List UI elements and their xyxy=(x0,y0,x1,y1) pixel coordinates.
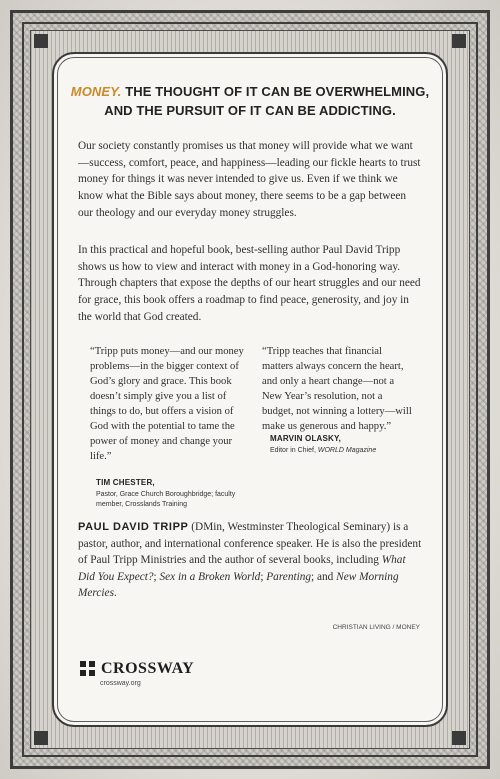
endorser-name-2: MARVIN OLASKY, xyxy=(270,434,342,443)
author-sep-3: ; and xyxy=(311,570,337,583)
headline-line-1-text: THE THOUGHT OF IT CAN BE OVERWHELMING, xyxy=(125,84,430,99)
corner-ornament-tr xyxy=(452,34,466,48)
author-bio-text: (DMin, Westminster Theological Seminary) is a pastor, author, and international conference speaker. He is also the president of Paul Tripp Ministries and the author of several books, including xyxy=(78,521,422,566)
endorsement-quote-2: “Tripp teaches that financial matters always concern the heart, and only a heart change—not a New Year’s resolution, not a budget, not winning a lottery—will make us generous and happy.” xyxy=(262,346,412,432)
endorsement-quote-1: “Tripp puts money—and our money problems—in the bigger context of God’s glory and grace. This book doesn’t simply give you a list of things to do, but offers a vision of God with the potential to tame the power of money and change your life.” xyxy=(90,346,244,462)
endorser-role-2 xyxy=(270,446,420,456)
author-sep-1: ; xyxy=(153,570,160,583)
author-book-4: New Morning Mercies xyxy=(78,570,399,599)
author-bio-end: . xyxy=(113,587,117,599)
crossway-mark-icon xyxy=(80,661,96,677)
endorser-role-1: Pastor, Grace Church Boroughbridge; faculty member, Crosslands Training xyxy=(96,491,236,508)
headline xyxy=(62,82,438,120)
headline-line-2: AND THE PURSUIT OF IT CAN BE ADDICTING. xyxy=(104,103,396,118)
publisher-logo xyxy=(80,660,194,678)
publisher-name: CROSSWAY xyxy=(101,660,195,677)
corner-ornament-bl xyxy=(34,731,48,745)
author-book-1: What Did You Expect? xyxy=(78,554,406,583)
author-name: PAUL DAVID TRIPP xyxy=(78,521,189,533)
headline-line-1 xyxy=(62,82,438,101)
author-book-2: Sex in a Broken World xyxy=(159,570,261,583)
description-paragraph-2: In this practical and hopeful book, best-selling author Paul David Tripp shows us how to view and interact with money in a God-honoring way. Through chapters that expose the depths of our heart struggles and our need for grace, this book offers a roadmap to find peace, generosity, and joy in the world that God created. xyxy=(78,244,421,323)
corner-ornament-br xyxy=(452,731,466,745)
description-paragraph-1: Our society constantly promises us that money will provide what we want—success, comfort, peace, and happiness—leading our fickle hearts to trust money for things it was never intended to give us. Even if we think we know what the Bible says about money, there seems to be a gap between our theology and our everyday money struggles. xyxy=(78,140,421,219)
author-sep-2: ; xyxy=(260,570,267,583)
author-bio xyxy=(78,519,424,602)
endorser-role-2-publication: WORLD Magazine xyxy=(317,447,377,454)
category-label: CHRISTIAN LIVING / MONEY xyxy=(332,624,420,631)
corner-ornament-tl xyxy=(34,34,48,48)
author-book-3: Parenting xyxy=(266,570,312,583)
headline-accent: MONEY. xyxy=(70,84,122,99)
endorser-role-2-prefix: Editor in Chief, xyxy=(270,447,318,454)
endorser-name-1: TIM CHESTER, xyxy=(96,478,155,487)
publisher-url: crossway.org xyxy=(100,680,141,687)
